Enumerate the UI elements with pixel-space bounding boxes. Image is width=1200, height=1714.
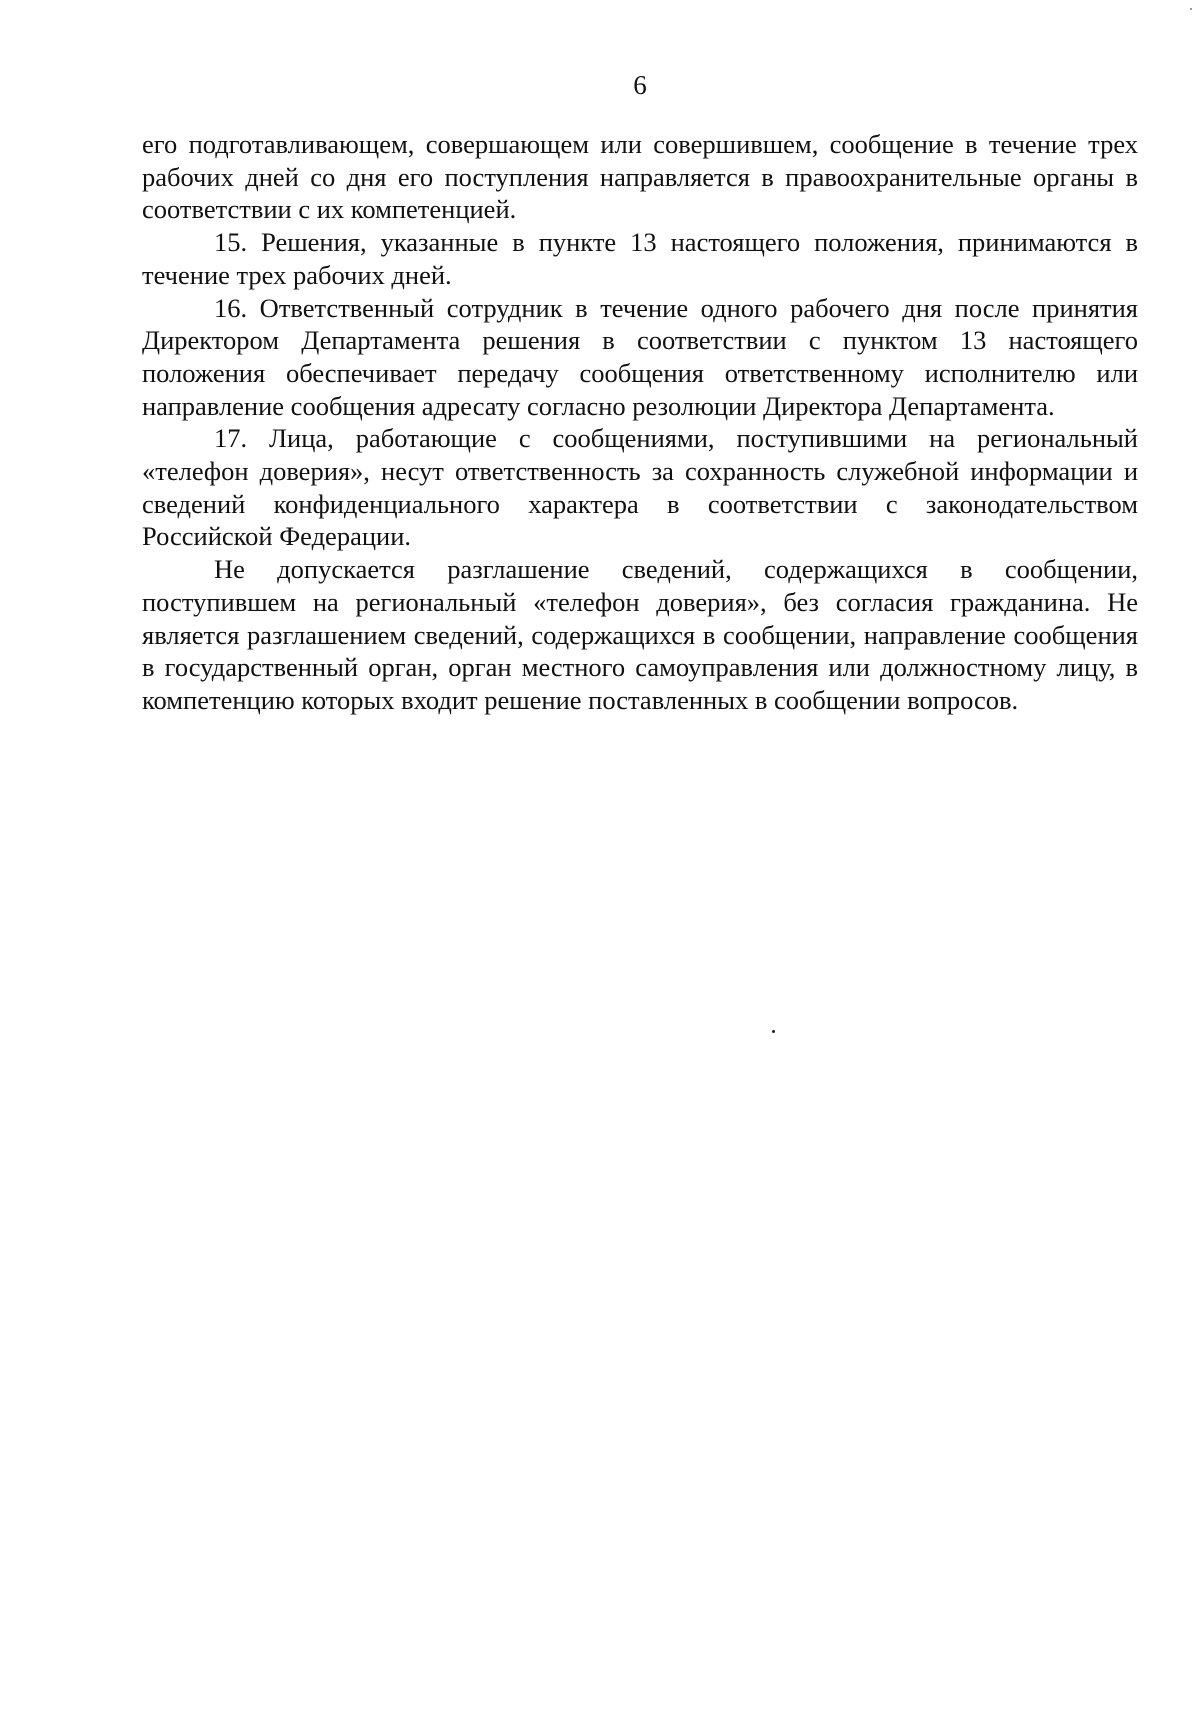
confidentiality-paragraph: Не допускается разглашение сведений, содержащихся в сообщении, поступившем на региональный «телефон доверия», без согласия гражданина. Не является разглашением сведений, содержащихся в сообщении, направление сообщения в государственный орган, орган местного самоуправления или должностному лицу, в компетенцию которых входит решение поставленных в сообщении вопросов. [142,554,1138,715]
scan-edge-mark [1190,8,1192,10]
continued-paragraph: его подготавливающем, совершающем или совершившем, сообщение в течение трех рабочих дней со дня его поступления направляется в правоохранительные органы в соответствии с их компетенцией. [142,129,1138,225]
document-body [142,128,1138,717]
paragraph-15: 15. Решения, указанные в пункте 13 настоящего положения, принимаются в течение трех рабочих дней. [142,227,1138,290]
paragraph-17: 17. Лица, работающие с сообщениями, поступившими на региональный «телефон доверия», несут ответственность за сохранность служебной информации и сведений конфиденциального характера в соответствии с законодательством Российской Федерации. [142,423,1138,552]
scan-artifact-dot [772,1030,775,1033]
paragraph-16: 16. Ответственный сотрудник в течение одного рабочего дня после принятия Директором Департамента решения в соответствии с пунктом 13 настоящего положения обеспечивает передачу сообщения ответственному исполнителю или направление сообщения адресату согласно резолюции Директора Департамента. [142,292,1138,421]
page-number: 6 [633,70,647,100]
